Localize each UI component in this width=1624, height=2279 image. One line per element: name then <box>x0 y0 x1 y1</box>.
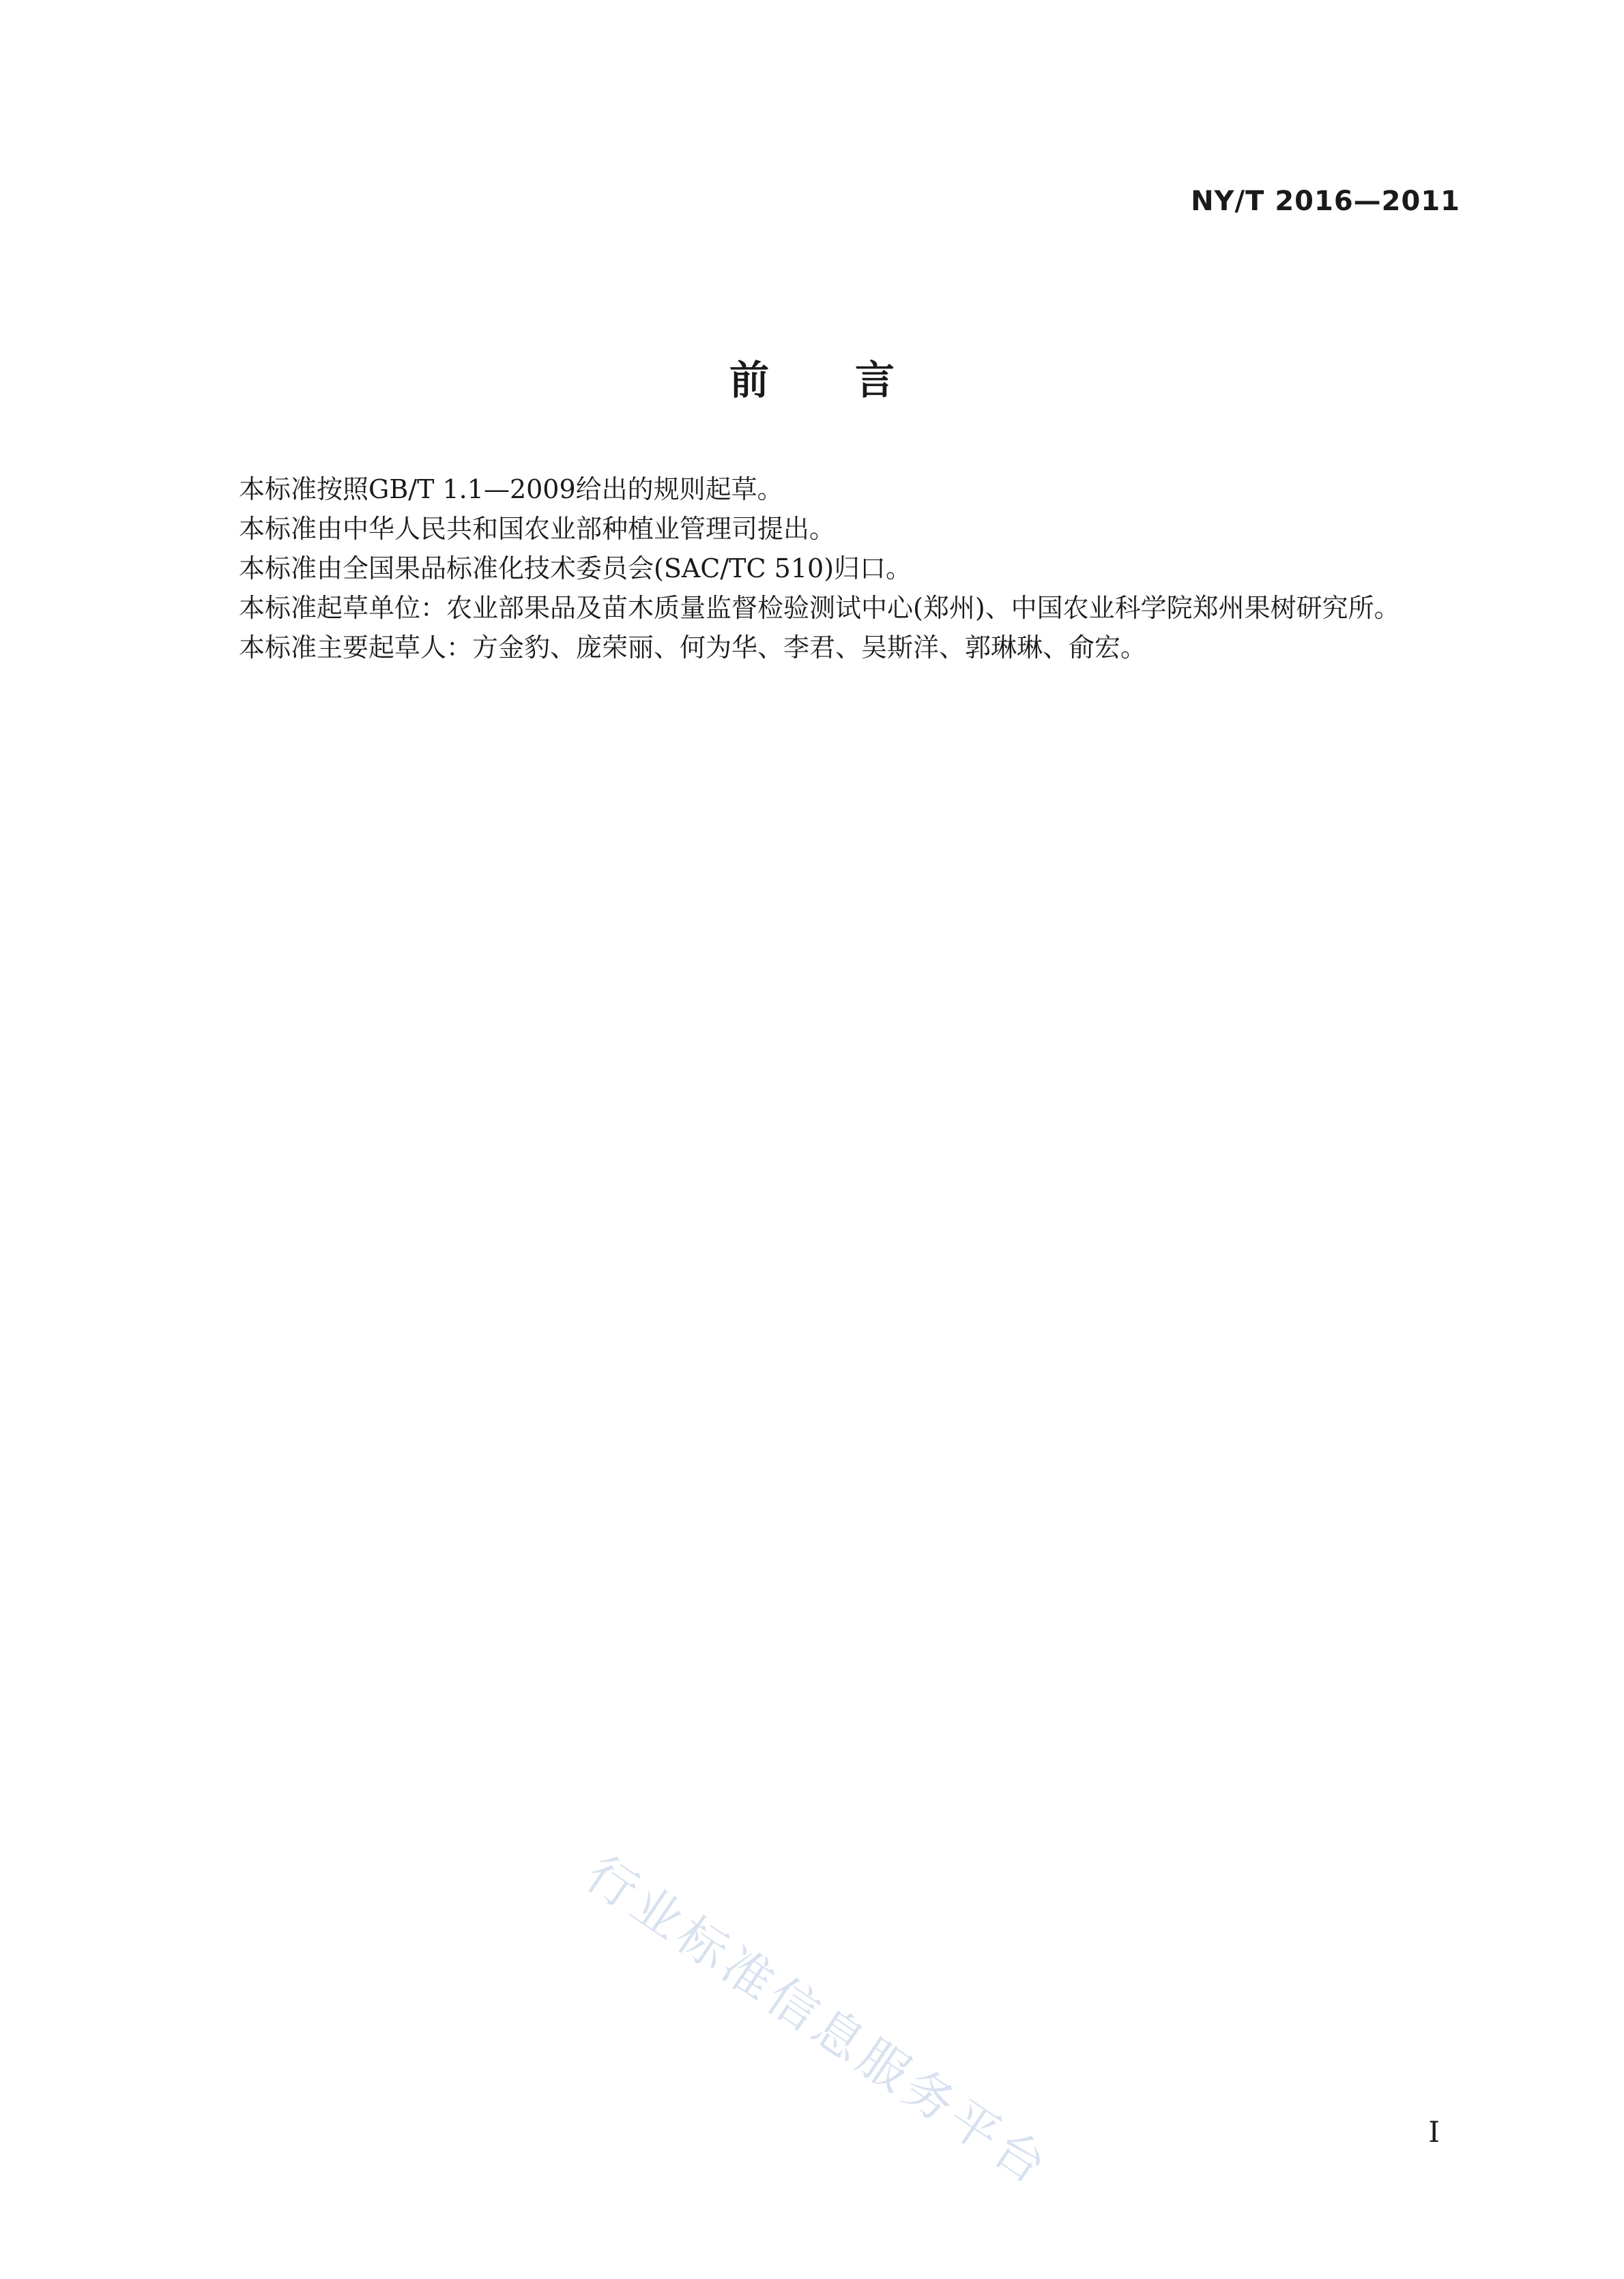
page-number: I <box>1428 2115 1440 2149</box>
paragraph-drafters: 本标准主要起草人：方金豹、庞荣丽、何为华、李君、吴斯洋、郭琳琳、俞宏。 <box>239 633 1147 663</box>
paragraph-committee: 本标准由全国果品标准化技术委员会(SAC/TC 510)归口。 <box>239 553 912 583</box>
paragraph-drafting-rules: 本标准按照GB/T 1.1—2009给出的规则起草。 <box>239 474 783 504</box>
watermark: 行业标准信息服务平台 <box>576 1844 1061 2198</box>
foreword-body <box>182 469 1456 667</box>
paragraph-proposer: 本标准由中华人民共和国农业部种植业管理司提出。 <box>239 514 836 544</box>
standard-number: NY/T 2016—2011 <box>1191 186 1460 217</box>
page-title: 前言 <box>729 357 981 403</box>
paragraph-drafting-units: 本标准起草单位：农业部果品及苗木质量监督检验测试中心(郑州)、中国农业科学院郑州果树研究所。 <box>239 593 1400 623</box>
